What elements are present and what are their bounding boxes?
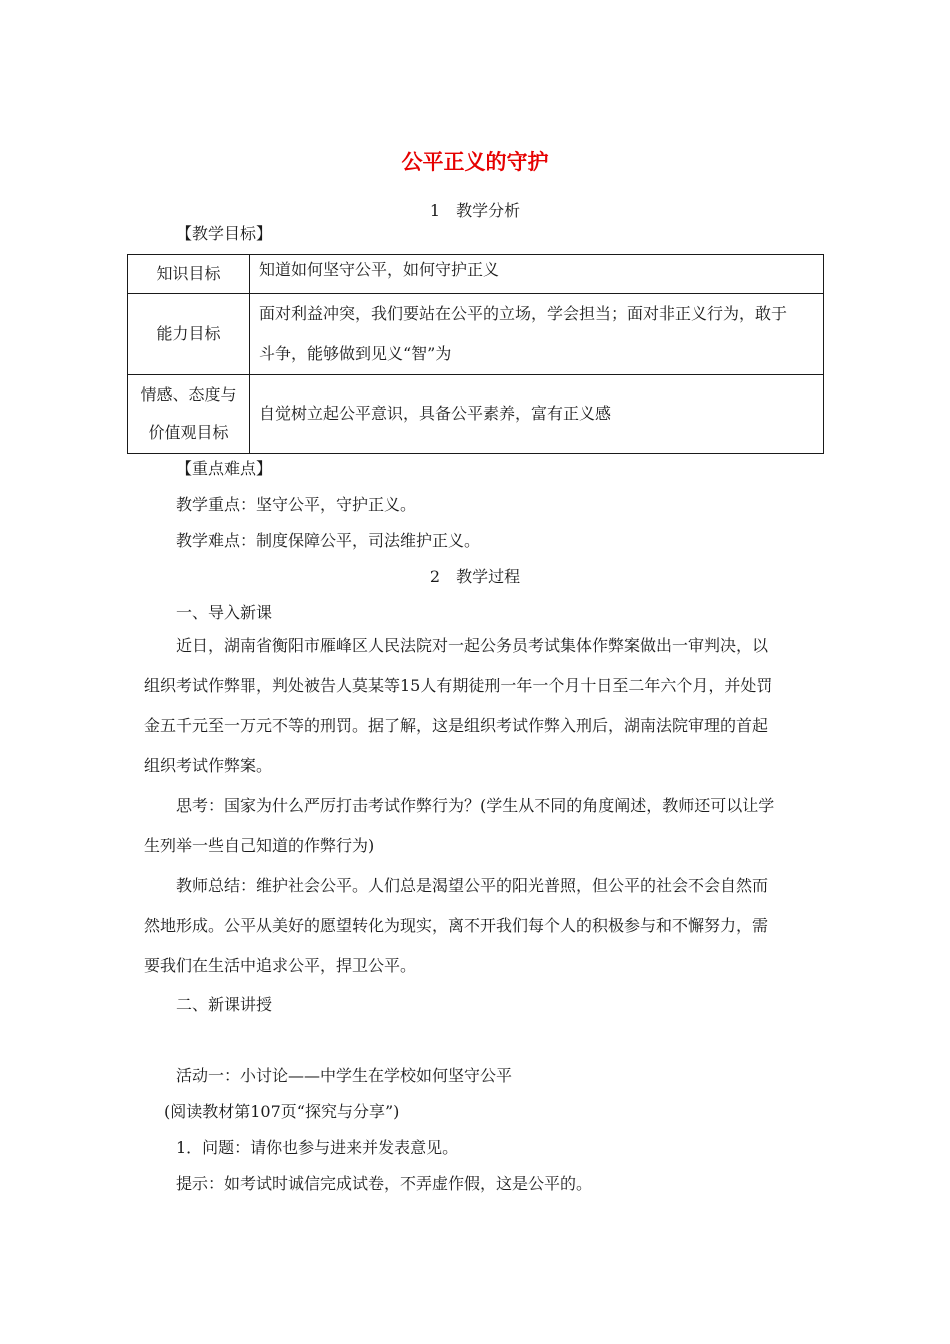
key-point: 教学重点：坚守公平，守护正义。: [176, 495, 417, 514]
goal-label-knowledge: 知识目标: [128, 255, 250, 294]
goal-value-ability-line1: 面对利益冲突，我们要站在公平的立场，学会担当；面对非正义行为，敢于: [259, 304, 788, 323]
hint-line: 提示：如考试时诚信完成试卷，不弄虚作假，这是公平的。: [176, 1174, 593, 1193]
intro-line-4: 组织考试作弊案。: [144, 756, 273, 775]
intro-line-1: 近日，湖南省衡阳市雁峰区人民法院对一起公务员考试集体作弊案做出一审判决，以: [176, 636, 769, 655]
goal-label-ability: 能力目标: [128, 294, 250, 375]
goal-label-attitude-line1: 情感、态度与: [140, 385, 237, 404]
summary-line-1: 教师总结：维护社会公平。人们总是渴望公平的阳光普照，但公平的社会不会自然而: [176, 876, 769, 895]
summary-line-3: 要我们在生活中追求公平，捍卫公平。: [144, 956, 417, 975]
difficult-point: 教学难点：制度保障公平，司法维护正义。: [176, 531, 481, 550]
part-one-heading: 一、导入新课: [176, 603, 273, 622]
goal-value-attitude: 自觉树立起公平意识，具备公平素养，富有正义感: [250, 375, 824, 454]
summary-line-2: 然地形成。公平从美好的愿望转化为现实，离不开我们每个人的积极参与和不懈努力，需: [144, 916, 769, 935]
table-row: [128, 255, 824, 294]
activity-heading: 活动一：小讨论——中学生在学校如何坚守公平: [176, 1066, 513, 1085]
think-line-1: 思考：国家为什么严厉打击考试作弊行为？(学生从不同的角度阐述，教师还可以让学: [176, 796, 775, 815]
intro-line-2: 组织考试作弊罪，判处被告人莫某等15人有期徒刑一年一个月十日至二年六个月，并处罚: [144, 676, 773, 695]
goal-label-attitude: [128, 375, 250, 454]
key-difficult-heading: 【重点难点】: [176, 459, 273, 478]
reading-note: (阅读教材第107页“探究与分享”): [164, 1102, 400, 1121]
section-heading-process: 2 教学过程: [429, 567, 521, 586]
question-line: 1．问题：请你也参与进来并发表意见。: [176, 1138, 459, 1157]
section-heading-analysis: 1 教学分析: [429, 201, 521, 220]
intro-line-3: 金五千元至一万元不等的刑罚。据了解，这是组织考试作弊入刑后，湖南法院审理的首起: [144, 716, 769, 735]
goal-label-attitude-line2: 价值观目标: [148, 423, 229, 442]
document-title: 公平正义的守护: [401, 150, 549, 174]
goal-value-ability-line2: 斗争，能够做到见义“智”为: [259, 344, 452, 363]
table-row: [128, 375, 824, 454]
part-two-heading: 二、新课讲授: [176, 995, 273, 1014]
goal-value-knowledge: 知道如何坚守公平，如何守护正义: [250, 255, 824, 294]
goals-heading: 【教学目标】: [176, 224, 273, 243]
goals-table: [127, 254, 824, 454]
goal-value-ability: [250, 294, 824, 375]
think-line-2: 生列举一些自己知道的作弊行为): [144, 836, 375, 855]
table-row: [128, 294, 824, 375]
